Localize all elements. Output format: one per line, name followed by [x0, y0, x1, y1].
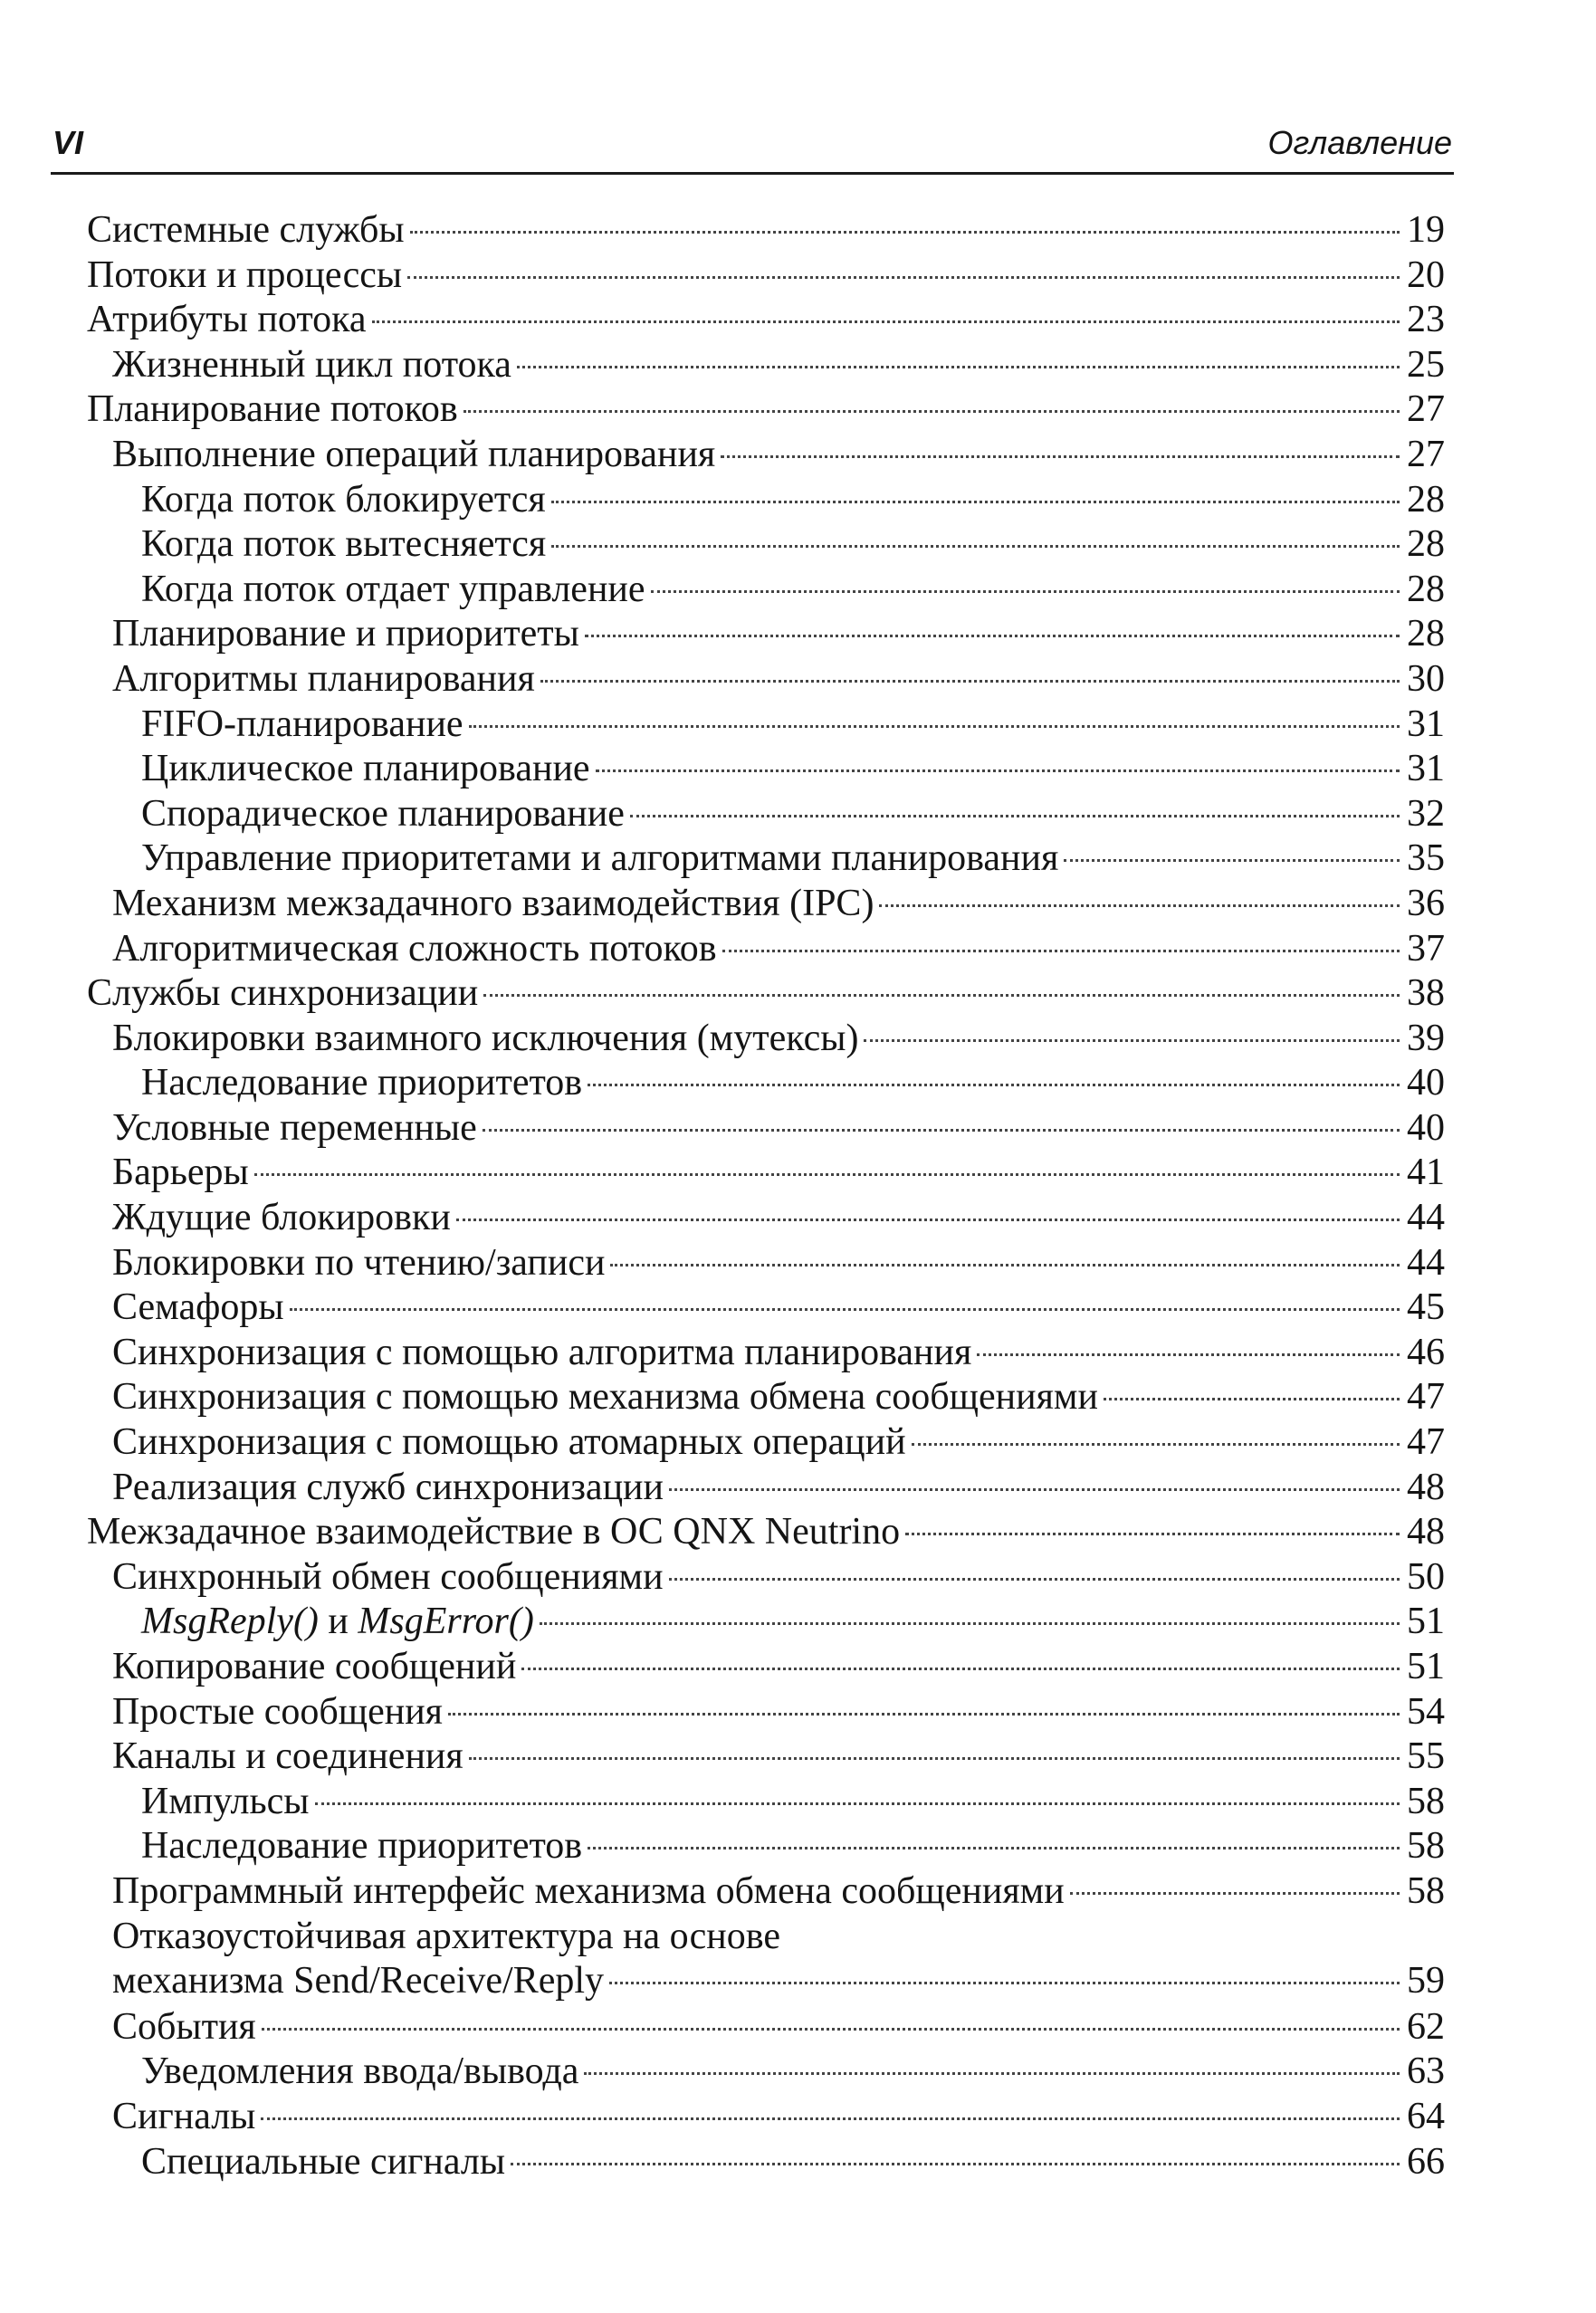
toc-entry-title: Межзадачное взаимодействие в ОС QNX Neutrino: [87, 1511, 901, 1553]
toc-page-number: 48: [1407, 1511, 1445, 1553]
toc-entry[interactable]: [87, 568, 1445, 613]
toc-entry[interactable]: [87, 522, 1445, 568]
toc-entry-title: Наследование приоритетов: [141, 1062, 583, 1104]
toc-page-number: 36: [1407, 882, 1445, 924]
page-folio: VI: [53, 124, 84, 161]
toc-entry-title: Импульсы: [141, 1780, 310, 1822]
toc-entry-title: Сигналы: [112, 2095, 256, 2137]
toc-page-number: 39: [1407, 1017, 1445, 1059]
toc-entry-title: События: [112, 2005, 256, 2048]
dot-leader: [722, 950, 1400, 952]
toc-entry-title: Когда поток блокируется: [141, 478, 546, 521]
toc-entry-title: Когда поток вытесняется: [141, 523, 547, 566]
toc-entry-title: Службы синхронизации: [87, 972, 479, 1015]
toc-page-number: 35: [1407, 837, 1445, 880]
toc-entry[interactable]: [87, 1286, 1445, 1331]
dot-leader: [483, 1129, 1400, 1132]
toc-entry-title: механизма Send/Receive/Reply: [112, 1960, 605, 2002]
toc-entry-title: [141, 1600, 534, 1645]
toc-entry-title: Планирование потоков: [87, 388, 458, 431]
dot-leader: [315, 1802, 1400, 1805]
toc-page-number: 27: [1407, 388, 1445, 431]
dot-leader: [540, 1622, 1400, 1625]
toc-entry-title: Блокировки по чтению/записи: [112, 1241, 606, 1284]
dot-leader: [864, 1039, 1400, 1042]
toc-entry-title: Алгоритмическая сложность потоков: [112, 927, 717, 970]
toc-page-number: 55: [1407, 1735, 1445, 1778]
toc-entry[interactable]: [87, 1420, 1445, 1466]
toc-page-number: 20: [1407, 253, 1445, 296]
toc-page-number: 44: [1407, 1197, 1445, 1239]
toc-entry[interactable]: [87, 433, 1445, 478]
dot-leader: [596, 769, 1400, 772]
toc-entry[interactable]: [87, 703, 1445, 748]
toc-entry-title: Программный интерфейс механизма обмена сообщениями: [112, 1869, 1065, 1912]
toc-page-number: 58: [1407, 1869, 1445, 1912]
dot-leader: [1064, 859, 1400, 862]
toc-page-number: 44: [1407, 1241, 1445, 1284]
toc-entry-title: Выполнение операций планирования: [112, 433, 716, 475]
toc-entry[interactable]: [87, 927, 1445, 972]
toc-entry-title: Атрибуты потока: [87, 299, 367, 341]
toc-title-connector: и: [318, 1601, 358, 1643]
toc-entry-title: Жизненный цикл потока: [112, 343, 511, 386]
toc-entry[interactable]: [87, 1780, 1445, 1825]
toc-page-number: 51: [1407, 1601, 1445, 1643]
toc-entry[interactable]: [87, 1869, 1445, 1915]
toc-entry-title: Синхронизация с помощью атомарных операций: [112, 1421, 906, 1464]
dot-leader: [407, 276, 1400, 279]
dot-leader: [912, 1443, 1400, 1446]
toc-page-number: 47: [1407, 1376, 1445, 1419]
toc-page-number: 28: [1407, 523, 1445, 566]
toc-entry-title: Блокировки взаимного исключения (мутексы): [112, 1017, 859, 1059]
dot-leader: [254, 1173, 1400, 1176]
table-of-contents: [87, 208, 1445, 2184]
toc-entry-title: Системные службы: [87, 209, 405, 251]
toc-entry[interactable]: [87, 1690, 1445, 1735]
dot-leader: [262, 2028, 1400, 2031]
toc-title-function-name: MsgError(): [358, 1601, 534, 1643]
toc-entry[interactable]: [87, 1151, 1445, 1196]
toc-entry-title: Копирование сообщений: [112, 1646, 517, 1687]
toc-entry[interactable]: [87, 208, 1445, 253]
toc-page-number: 28: [1407, 478, 1445, 521]
toc-entry[interactable]: [87, 1915, 1445, 2005]
toc-entry[interactable]: [87, 2050, 1445, 2095]
dot-leader: [588, 1847, 1400, 1849]
toc-entry[interactable]: [87, 2095, 1445, 2140]
dot-leader: [410, 231, 1400, 234]
toc-entry-title: Циклическое планирование: [141, 748, 590, 790]
dot-leader: [551, 501, 1400, 503]
toc-entry-title: Реализация служб синхронизации: [112, 1466, 664, 1508]
toc-entry-title: Планирование и приоритеты: [112, 613, 579, 655]
dot-leader: [879, 904, 1400, 907]
toc-page-number: 31: [1407, 703, 1445, 745]
toc-entry-title: Условные переменные: [112, 1106, 477, 1149]
toc-entry-title: Барьеры: [112, 1152, 249, 1194]
toc-entry[interactable]: [87, 478, 1445, 523]
dot-leader: [372, 320, 1400, 323]
toc-entry-title: Алгоритмы планирования: [112, 657, 535, 700]
dot-leader: [669, 1578, 1400, 1581]
toc-page-number: 58: [1407, 1780, 1445, 1822]
toc-page-number: 25: [1407, 343, 1445, 386]
dot-leader: [585, 635, 1400, 637]
toc-page-number: 28: [1407, 568, 1445, 610]
dot-leader: [521, 1668, 1400, 1670]
toc-entry-title: Спорадическое планирование: [141, 792, 625, 835]
dot-leader: [540, 680, 1400, 683]
toc-page-number: 41: [1407, 1152, 1445, 1194]
dot-leader: [977, 1353, 1400, 1356]
dot-leader: [517, 366, 1400, 368]
toc-entry[interactable]: [87, 1241, 1445, 1286]
toc-entry[interactable]: [87, 1824, 1445, 1869]
dot-leader: [290, 1308, 1400, 1311]
toc-entry-title: Потоки и процессы: [87, 253, 403, 296]
dot-leader: [669, 1488, 1400, 1491]
toc-page-number: 58: [1407, 1825, 1445, 1868]
toc-page-number: 46: [1407, 1331, 1445, 1373]
toc-title-function-name: MsgReply(): [141, 1601, 319, 1643]
dot-leader: [464, 410, 1400, 413]
toc-entry-title: Уведомления ввода/вывода: [141, 2050, 579, 2093]
toc-entry-title: Синхронизация с помощью механизма обмена сообщениями: [112, 1376, 1098, 1419]
toc-page-number: 50: [1407, 1555, 1445, 1598]
dot-leader: [261, 2117, 1400, 2120]
dot-leader: [448, 1713, 1400, 1716]
dot-leader: [588, 1084, 1400, 1086]
toc-entry-title: Синхронный обмен сообщениями: [112, 1555, 664, 1598]
toc-entry[interactable]: [87, 612, 1445, 657]
toc-entry[interactable]: [87, 1061, 1445, 1106]
toc-entry[interactable]: [87, 1375, 1445, 1420]
dot-leader: [469, 1757, 1400, 1760]
dot-leader: [1104, 1398, 1400, 1400]
toc-entry[interactable]: [87, 1555, 1445, 1601]
toc-page-number: 66: [1407, 2140, 1445, 2183]
toc-entry[interactable]: [87, 1331, 1445, 1376]
toc-entry[interactable]: [87, 253, 1445, 299]
dot-leader: [469, 725, 1400, 728]
toc-page-number: 31: [1407, 748, 1445, 790]
toc-entry-title: Управление приоритетами и алгоритмами планирования: [141, 837, 1059, 880]
toc-entry[interactable]: [87, 2005, 1445, 2050]
toc-entry[interactable]: [87, 1106, 1445, 1152]
toc-page-number: 19: [1407, 209, 1445, 251]
toc-entry[interactable]: [87, 836, 1445, 882]
toc-entry[interactable]: [87, 657, 1445, 703]
toc-page-number: 54: [1407, 1690, 1445, 1733]
dot-leader: [584, 2072, 1400, 2075]
toc-entry-title: Синхронизация с помощью алгоритма планирования: [112, 1331, 972, 1373]
page-header: [51, 116, 1454, 175]
dot-leader: [456, 1219, 1400, 1221]
toc-entry[interactable]: [87, 971, 1445, 1017]
toc-page-number: 30: [1407, 657, 1445, 700]
dot-leader: [721, 455, 1400, 458]
toc-page-number: 23: [1407, 299, 1445, 341]
toc-page-number: 32: [1407, 792, 1445, 835]
toc-page-number: 40: [1407, 1062, 1445, 1104]
dot-leader: [651, 590, 1400, 593]
toc-entry-title: Специальные сигналы: [141, 2140, 506, 2183]
toc-page-number: 51: [1407, 1646, 1445, 1687]
toc-page-number: 48: [1407, 1466, 1445, 1508]
toc-entry-title: Ждущие блокировки: [112, 1197, 451, 1239]
toc-entry-title: Семафоры: [112, 1286, 284, 1329]
toc-entry[interactable]: [87, 792, 1445, 837]
toc-entry[interactable]: [87, 1510, 1445, 1555]
dot-leader: [610, 1264, 1400, 1266]
dot-leader: [630, 815, 1400, 817]
toc-entry[interactable]: [87, 1196, 1445, 1241]
toc-page-number: 40: [1407, 1106, 1445, 1149]
dot-leader: [483, 994, 1400, 997]
dot-leader: [551, 545, 1400, 548]
toc-entry[interactable]: [87, 1735, 1445, 1780]
toc-entry[interactable]: [87, 747, 1445, 792]
dot-leader: [609, 1982, 1400, 1984]
toc-page-number: 63: [1407, 2050, 1445, 2093]
toc-page-number: 37: [1407, 927, 1445, 970]
toc-page-number: 28: [1407, 613, 1445, 655]
toc-entry-title: Когда поток отдает управление: [141, 568, 645, 610]
toc-page-number: 64: [1407, 2095, 1445, 2137]
toc-entry[interactable]: [87, 2140, 1445, 2185]
toc-entry-title: FIFO-планирование: [141, 703, 464, 745]
toc-entry[interactable]: [87, 1645, 1445, 1690]
toc-entry-title: Простые сообщения: [112, 1690, 443, 1733]
running-title: Оглавление: [1267, 124, 1452, 161]
toc-entry-title: Механизм межзадачного взаимодействия (IPC): [112, 882, 874, 924]
toc-entry[interactable]: [87, 1017, 1445, 1062]
toc-entry-title: Отказоустойчивая архитектура на основе: [112, 1915, 781, 1957]
toc-page-number: 27: [1407, 433, 1445, 475]
toc-page-number: 38: [1407, 972, 1445, 1015]
toc-page-number: 59: [1407, 1960, 1445, 2002]
toc-entry[interactable]: [87, 343, 1445, 388]
toc-entry-title: Каналы и соединения: [112, 1735, 464, 1778]
toc-entry[interactable]: [87, 387, 1445, 433]
toc-entry[interactable]: [87, 882, 1445, 927]
toc-entry[interactable]: [87, 1600, 1445, 1645]
toc-page-number: 62: [1407, 2005, 1445, 2048]
dot-leader: [1070, 1892, 1400, 1895]
toc-entry-title: Наследование приоритетов: [141, 1825, 583, 1868]
dot-leader: [511, 2163, 1400, 2165]
toc-entry[interactable]: [87, 298, 1445, 343]
dot-leader: [905, 1533, 1400, 1535]
toc-page-number: 45: [1407, 1286, 1445, 1329]
toc-page-number: 47: [1407, 1421, 1445, 1464]
toc-entry[interactable]: [87, 1466, 1445, 1511]
